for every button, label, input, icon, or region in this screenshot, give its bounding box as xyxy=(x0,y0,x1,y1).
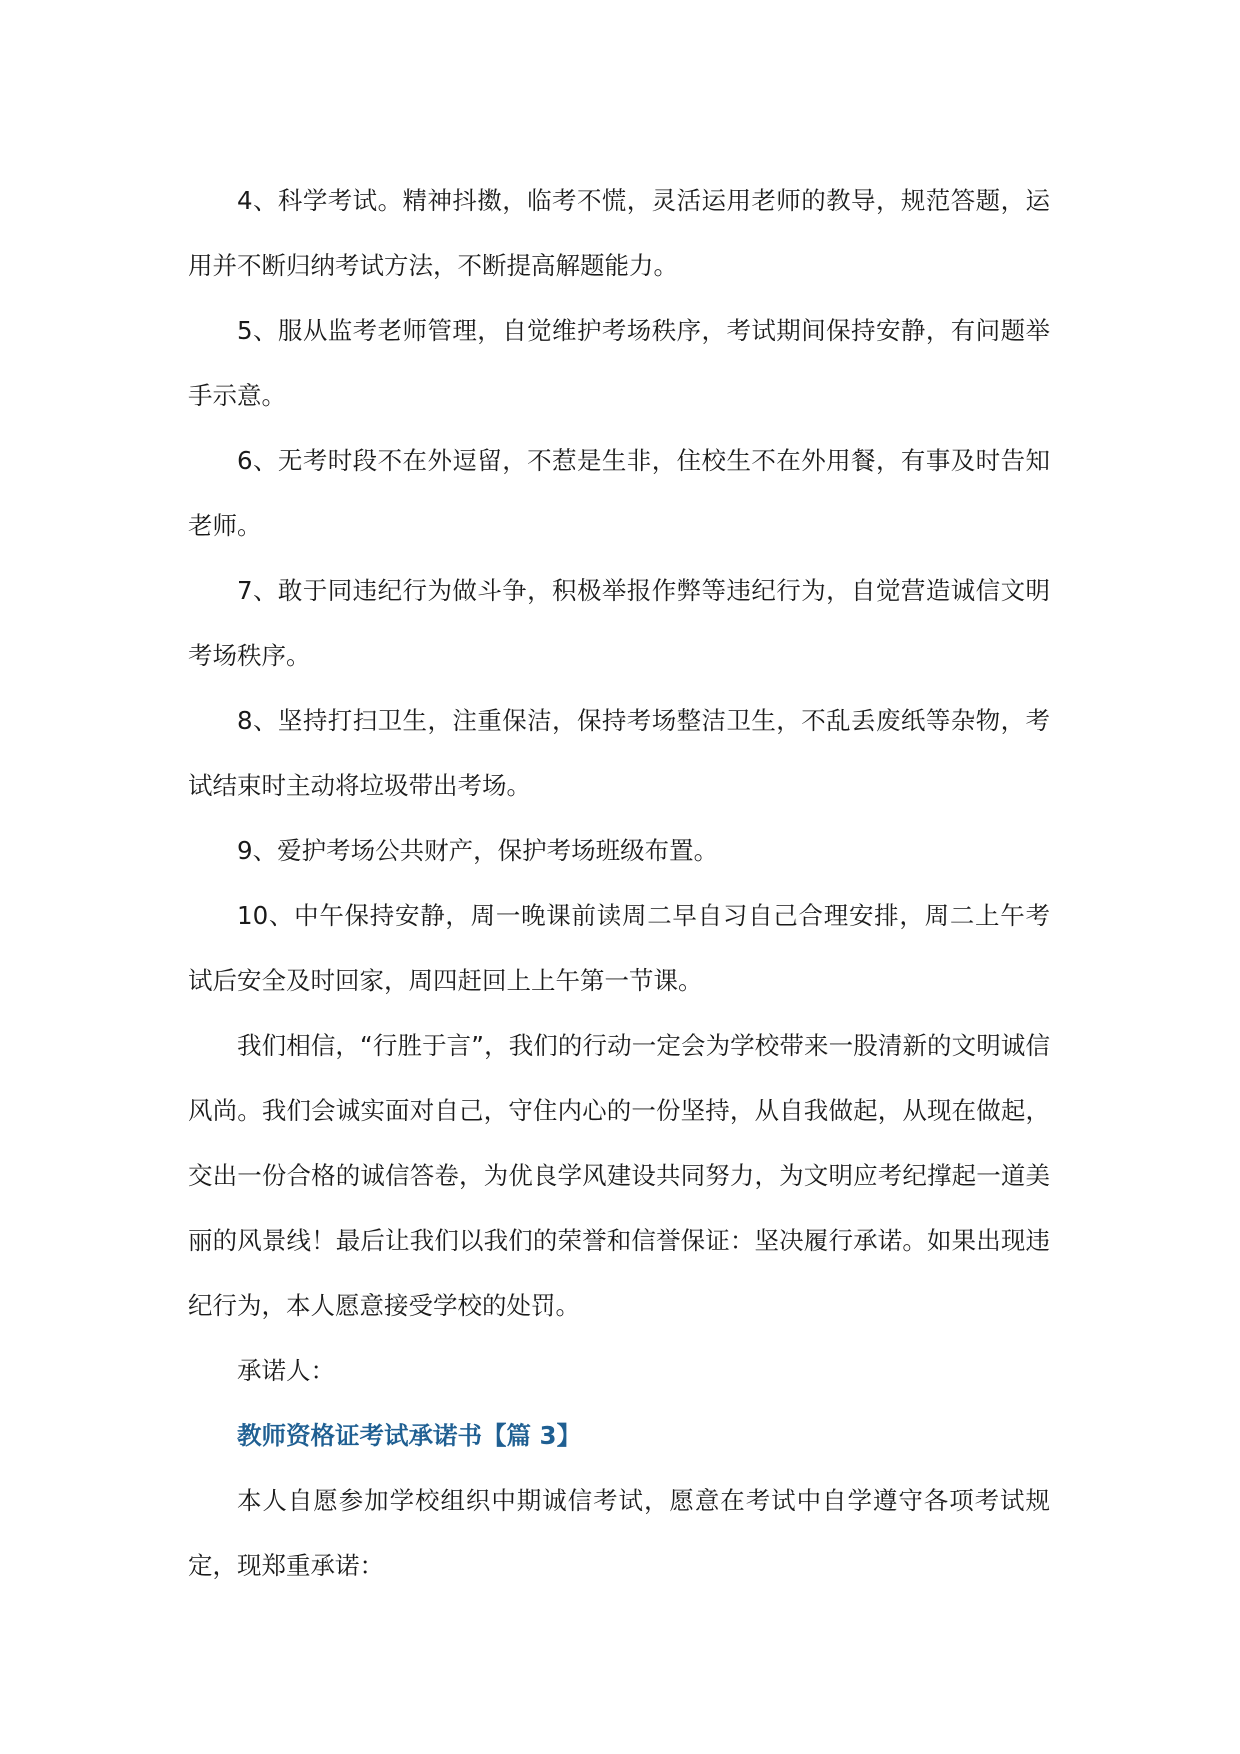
pledger-label: 承诺人： xyxy=(237,1356,335,1385)
paragraph-rule-8: 8、坚持打扫卫生，注重保洁，保持考场整洁卫生，不乱丢废纸等杂物，考试结束时主动将垃圾带出考场。 xyxy=(188,706,1050,800)
paragraph-rule-10: 10、中午保持安静，周一晚课前读周二早自习自己合理安排，周二上午考试后安全及时回家，周四赶回上上午第一节课。 xyxy=(188,901,1050,995)
document-body xyxy=(188,168,1050,1598)
paragraph-rule-9: 9、爱护考场公共财产，保护考场班级布置。 xyxy=(237,836,719,865)
section-intro-paragraph: 本人自愿参加学校组织中期诚信考试，愿意在考试中自学遵守各项考试规定，现郑重承诺： xyxy=(188,1486,1050,1580)
paragraph-rule-7: 7、敢于同违纪行为做斗争，积极举报作弊等违纪行为，自觉营造诚信文明考场秩序。 xyxy=(188,576,1050,670)
paragraph-rule-5: 5、服从监考老师管理，自觉维护考场秩序，考试期间保持安静，有问题举手示意。 xyxy=(188,316,1050,410)
paragraph-rule-6: 6、无考时段不在外逗留，不惹是生非，住校生不在外用餐，有事及时告知老师。 xyxy=(188,446,1050,540)
paragraph-pledge-statement: 我们相信，“行胜于言”，我们的行动一定会为学校带来一股清新的文明诚信风尚。我们会诚实面对自己，守住内心的一份坚持，从自我做起，从现在做起，交出一份合格的诚信答卷，为优良学风建设共同努力，为文明应考纪撑起一道美丽的风景线！最后让我们以我们的荣誉和信誉保证：坚决履行承诺。如果出现违纪行为，本人愿意接受学校的处罚。 xyxy=(188,1031,1050,1320)
section-heading: 教师资格证考试承诺书【篇 3】 xyxy=(237,1421,582,1450)
paragraph-rule-4: 4、科学考试。精神抖擞，临考不慌，灵活运用老师的教导，规范答题，运用并不断归纳考试方法，不断提高解题能力。 xyxy=(188,186,1050,280)
